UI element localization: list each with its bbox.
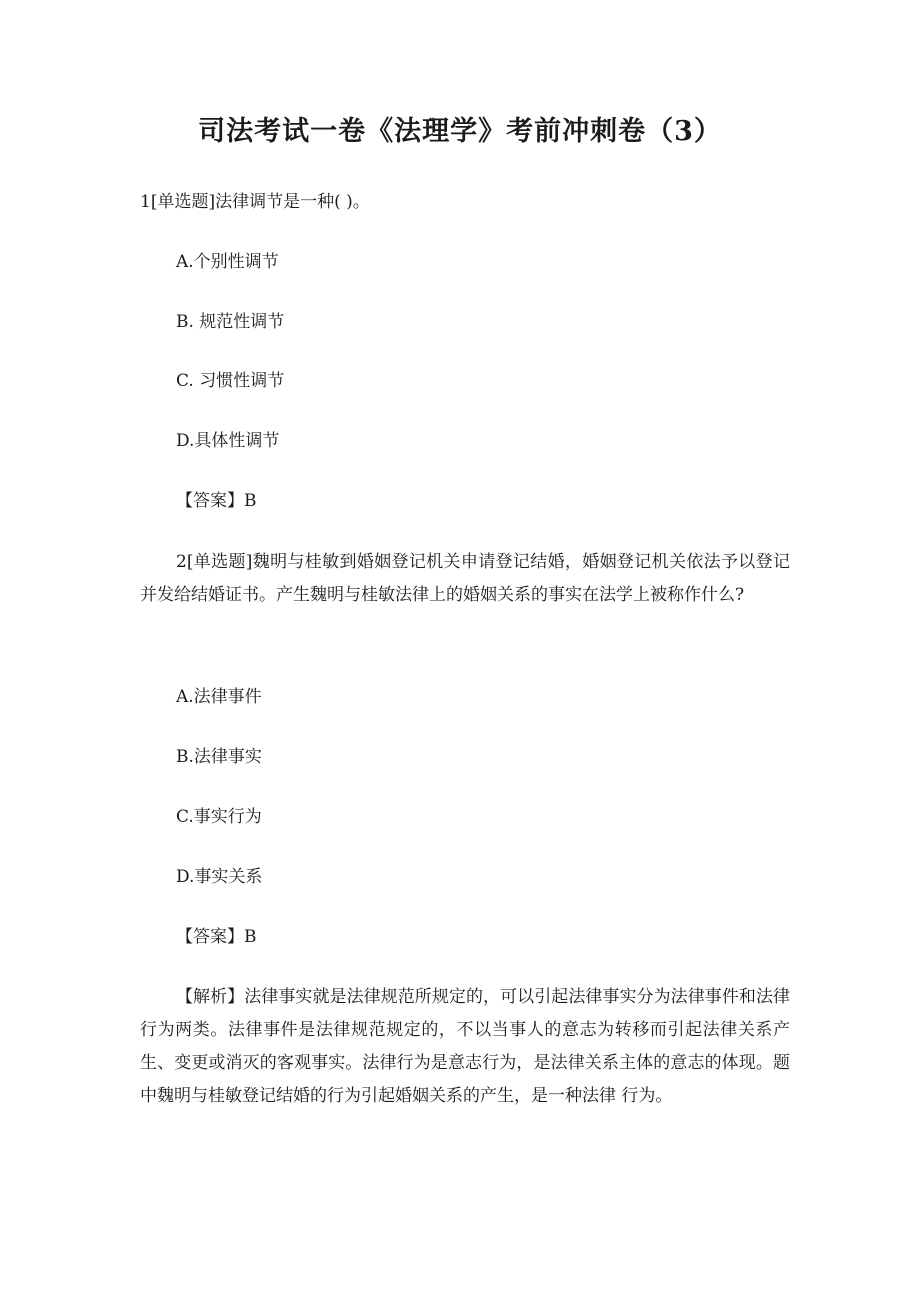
question-1-option-b: B. 规范性调节 — [176, 312, 285, 332]
question-2-option-d: D.事实关系 — [176, 867, 263, 887]
document-title: 司法考试一卷《法理学》考前冲刺卷（3） — [198, 116, 722, 147]
question-1-answer: 【答案】B — [176, 491, 257, 511]
question-2-stem: 2[单选题]魏明与桂敏到婚姻登记机关申请登记结婚，婚姻登记机关依法予以登记并发给结婚证书。产生魏明与桂敏法律上的婚姻关系的事实在法学上被称作什么? — [140, 552, 790, 605]
question-1-option-c: C. 习惯性调节 — [176, 371, 285, 391]
question-1-stem: 1[单选题]法律调节是一种( )。 — [140, 192, 370, 212]
question-2-answer: 【答案】B — [176, 927, 257, 947]
question-2-analysis: 【解析】法律事实就是法律规范所规定的，可以引起法律事实分为法律事件和法律行为两类。法律事件是法律规范规定的，不以当事人的意志为转移而引起法律关系产生、变更或消灭的客观事实。法律行为是意志行为，是法律关系主体的意志的体现。题中魏明与桂敏登记结婚的行为引起婚姻关系的产生，是一种法律 行为。 — [140, 987, 790, 1106]
question-1-option-a: A.个别性调节 — [176, 252, 279, 272]
question-2-option-c: C.事实行为 — [176, 807, 262, 827]
question-2-option-a: A.法律事件 — [176, 687, 262, 707]
question-1-option-d: D.具体性调节 — [176, 431, 280, 451]
question-2-option-b: B.法律事实 — [176, 747, 262, 767]
